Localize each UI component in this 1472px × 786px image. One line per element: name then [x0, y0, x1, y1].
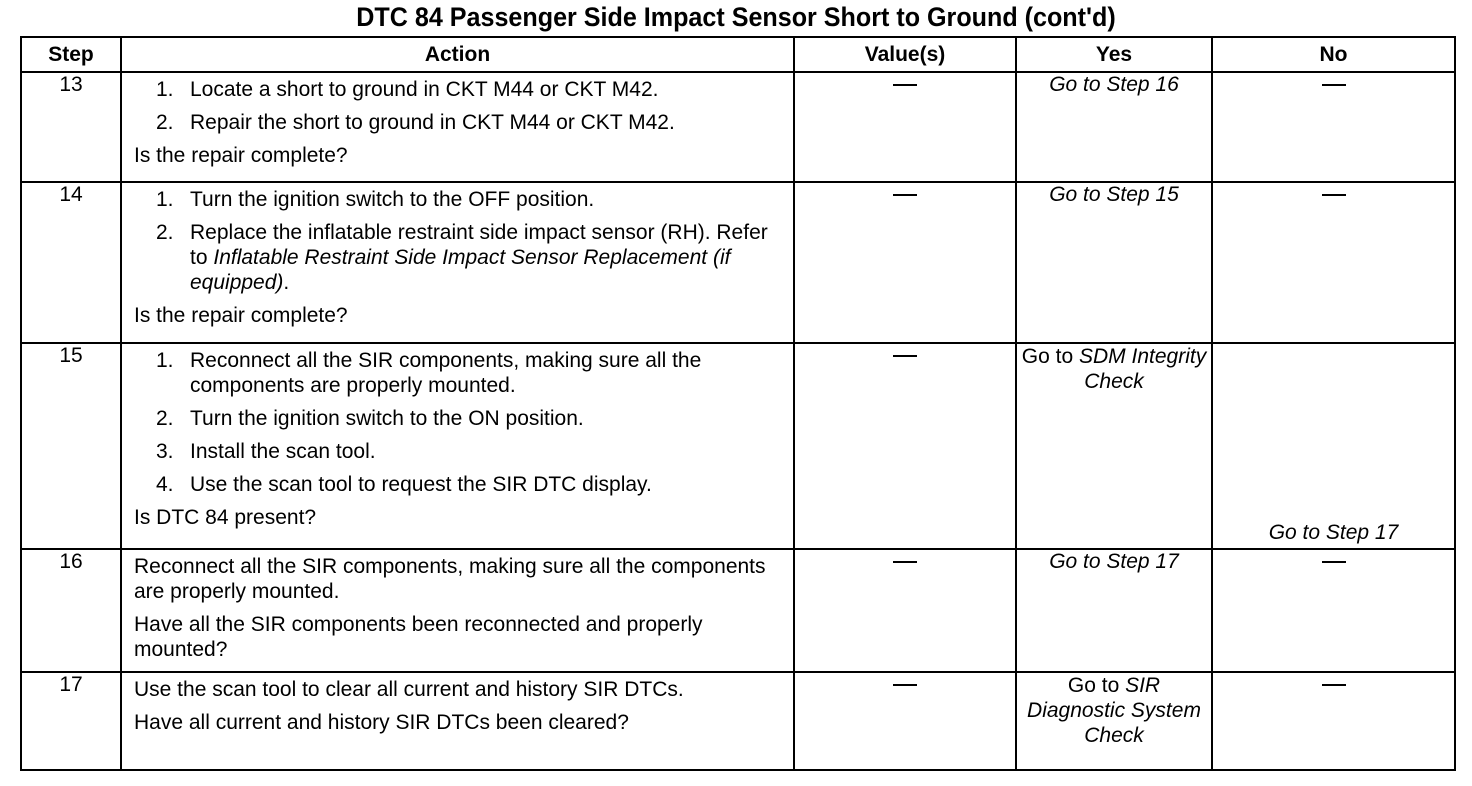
table-row [21, 343, 1455, 549]
table-row [21, 549, 1455, 672]
dash-icon [1322, 84, 1346, 86]
value-cell [794, 182, 1016, 343]
dash-icon [893, 194, 917, 196]
action-cell [121, 182, 794, 343]
step-number: 16 [21, 549, 121, 672]
action-cell [121, 672, 794, 770]
yes-reference: SDM Integrity Check [1079, 345, 1207, 393]
value-cell [794, 72, 1016, 182]
column-header-value: Value(s) [794, 37, 1016, 72]
step-number: 13 [21, 72, 121, 182]
action-cell [121, 343, 794, 549]
action-text: Reconnect all the SIR components, making sure all the components are properly mounted. [134, 555, 766, 603]
column-header-no: No [1212, 37, 1455, 72]
yes-reference: Go to Step 15 [1049, 183, 1179, 206]
step-number: 17 [21, 672, 121, 770]
action-item: 2. Replace the inflatable restraint side impact sensor (RH). Refer to Inflatable Restraint Side Impact Sensor Replacement (if equipped). [156, 221, 768, 294]
no-reference: Go to Step 17 [1268, 521, 1399, 544]
dash-icon [893, 684, 917, 686]
diagnostic-table [20, 36, 1456, 771]
table-row [21, 182, 1455, 343]
step-number: 14 [21, 182, 121, 343]
action-item: 1. Locate a short to ground in CKT M44 or CKT M42. [156, 78, 659, 101]
value-cell [794, 343, 1016, 549]
dash-icon [893, 84, 917, 86]
column-header-action: Action [121, 37, 794, 72]
step-number: 15 [21, 343, 121, 549]
no-cell [1212, 72, 1455, 182]
action-text: Use the scan tool to clear all current and history SIR DTCs. [134, 678, 684, 701]
no-cell [1212, 672, 1455, 770]
table-row [21, 672, 1455, 770]
action-item: 2. Repair the short to ground in CKT M44 or CKT M42. [156, 111, 675, 134]
dash-icon [1322, 194, 1346, 196]
column-header-yes: Yes [1016, 37, 1212, 72]
dash-icon [1322, 561, 1346, 563]
action-cell [121, 72, 794, 182]
action-question: Is the repair complete? [134, 304, 348, 327]
dash-icon [893, 355, 917, 357]
no-cell [1212, 549, 1455, 672]
action-item: 3. Install the scan tool. [156, 440, 376, 463]
yes-cell [1016, 549, 1212, 672]
action-question: Have all current and history SIR DTCs been cleared? [134, 711, 629, 734]
no-cell [1212, 182, 1455, 343]
value-cell [794, 549, 1016, 672]
column-header-step: Step [21, 37, 121, 72]
dash-icon [893, 561, 917, 563]
yes-cell [1016, 72, 1212, 182]
table-row [21, 72, 1455, 182]
procedure-reference: Inflatable Restraint Side Impact Sensor Replacement (if equipped) [190, 246, 731, 294]
action-item: 1. Turn the ignition switch to the OFF position. [156, 188, 595, 211]
table-header-row [21, 37, 1455, 72]
action-question: Is DTC 84 present? [134, 506, 317, 529]
yes-reference: Go to Step 16 [1049, 73, 1179, 96]
action-item: 4. Use the scan tool to request the SIR DTC display. [156, 473, 652, 496]
page-title: DTC 84 Passenger Side Impact Sensor Short to Ground (cont'd) [356, 2, 1116, 32]
yes-reference: SIR Diagnostic System Check [1027, 674, 1201, 747]
action-item: 1. Reconnect all the SIR components, making sure all the components are properly mounted. [156, 349, 702, 397]
yes-reference: Go to Step 17 [1049, 550, 1179, 573]
action-cell [121, 549, 794, 672]
action-item: 2. Turn the ignition switch to the ON position. [156, 407, 584, 430]
yes-cell: Go to SIR Diagnostic System Check [1016, 672, 1212, 770]
no-cell [1212, 343, 1455, 549]
yes-cell: Go to SDM Integrity Check [1016, 343, 1212, 549]
dash-icon [1322, 684, 1346, 686]
yes-cell [1016, 182, 1212, 343]
action-question: Have all the SIR components been reconnected and properly mounted? [134, 613, 703, 661]
action-question: Is the repair complete? [134, 144, 348, 167]
value-cell [794, 672, 1016, 770]
